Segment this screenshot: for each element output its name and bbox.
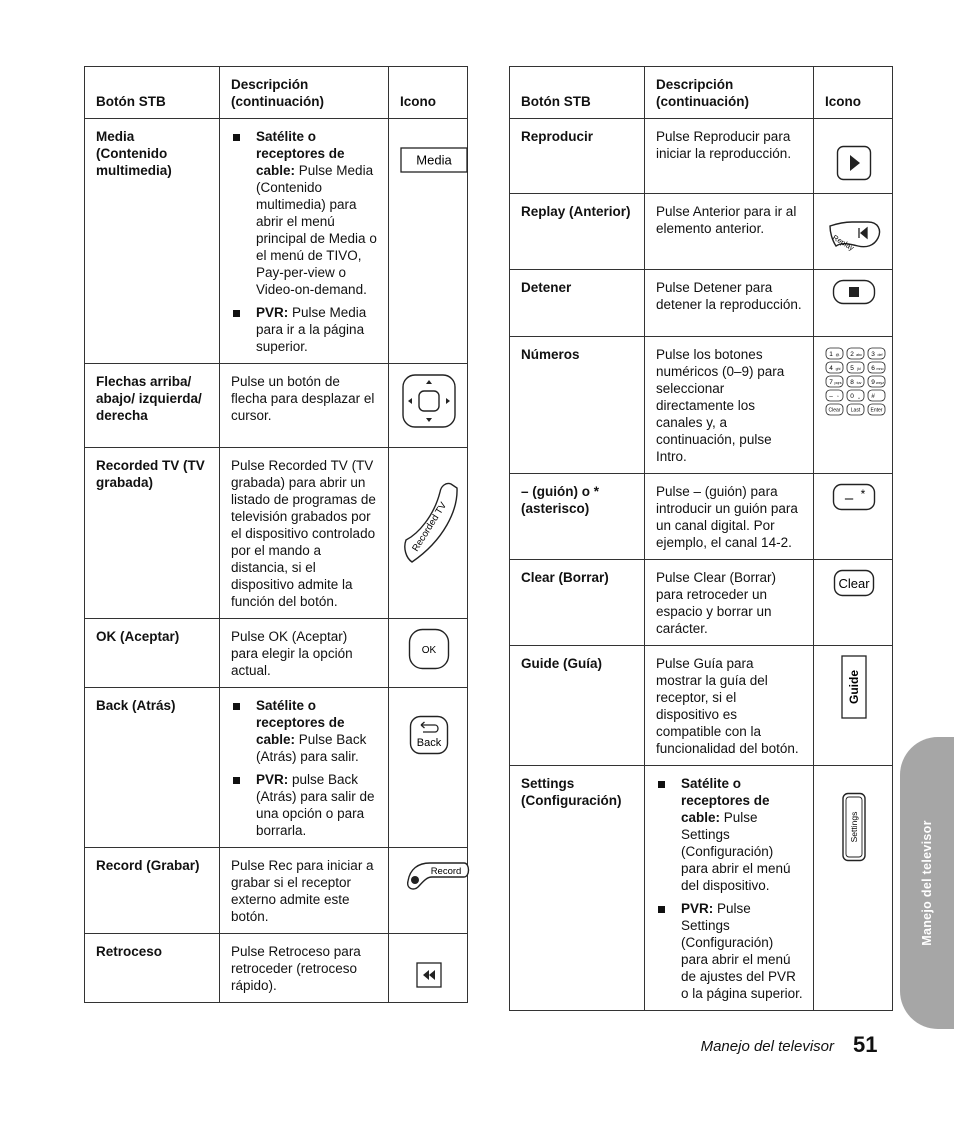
button-description: Pulse Recorded TV (TV grabada) para abrir un listado de programas de televisión grabados por el dispositivo controlado por el mando a distancia, si el dispositivo admite la función del botón. <box>220 448 389 619</box>
table-row <box>85 619 468 688</box>
header-description: Descripción (continuación) <box>645 67 814 119</box>
footer-chapter-title: Manejo del televisor <box>700 1038 834 1055</box>
svg-text:2: 2 <box>850 351 854 358</box>
svg-text:wxyz: wxyz <box>876 381 884 385</box>
keypad-key <box>847 348 864 359</box>
button-name: Reproducir <box>510 119 645 194</box>
button-name: Back (Atrás) <box>85 688 220 848</box>
page-number: 51 <box>853 1032 878 1057</box>
svg-text:4: 4 <box>829 365 833 372</box>
keypad-key <box>847 404 864 415</box>
svg-text:Replay: Replay <box>830 232 856 253</box>
button-description: Pulse Reproducir para iniciar la reproducción. <box>645 119 814 194</box>
button-name: Clear (Borrar) <box>510 560 645 646</box>
svg-text:Recorded TV: Recorded TV <box>410 500 450 554</box>
table-row <box>510 194 893 270</box>
table-row <box>510 646 893 766</box>
svg-text:7: 7 <box>829 379 833 386</box>
keypad-key <box>826 404 843 415</box>
svg-text:0: 0 <box>850 393 854 400</box>
keypad-key <box>868 376 885 387</box>
keypad-key <box>868 362 885 373</box>
header-button: Botón STB <box>510 67 645 119</box>
button-description <box>220 119 389 364</box>
svg-text:5: 5 <box>850 365 854 372</box>
svg-text:8: 8 <box>850 379 854 386</box>
button-name: – (guión) o * (asterisco) <box>510 474 645 560</box>
table-header-row <box>85 67 468 119</box>
right-button-table <box>509 66 893 1011</box>
button-description: Pulse Retroceso para retroceder (retroceso rápido). <box>220 934 389 1003</box>
svg-text:Last: Last <box>850 407 861 414</box>
keypad-key <box>847 390 864 401</box>
table-row <box>85 119 468 364</box>
table-row <box>85 448 468 619</box>
bullet-item: Satélite o receptores de cable: Pulse Media (Contenido multimedia) para abrir el menú principal de Media o el menú de TIVO, Pay-per-view o Video-on-demand. <box>231 128 378 298</box>
header-description: Descripción (continuación) <box>220 67 389 119</box>
clear-button-icon <box>814 560 893 646</box>
svg-text:9: 9 <box>871 379 875 386</box>
svg-text:1: 1 <box>829 351 833 358</box>
bullet-item: PVR: pulse Back (Atrás) para salir de una opción o para borrarla. <box>231 771 378 839</box>
button-name: Record (Grabar) <box>85 848 220 934</box>
svg-text:Clear: Clear <box>837 576 870 591</box>
replay-icon <box>814 194 893 270</box>
table-header-row <box>510 67 893 119</box>
button-name: Media (Contenido multimedia) <box>85 119 220 364</box>
svg-text:Clear: Clear <box>828 407 841 414</box>
keypad-key <box>826 390 843 401</box>
arrow-keys-icon <box>389 364 468 448</box>
bullet-item: PVR: Pulse Media para ir a la página superior. <box>231 304 378 355</box>
button-description: Pulse los botones numéricos (0–9) para seleccionar directamente los canales y, a continuación, pulse Intro. <box>645 337 814 474</box>
svg-text:3: 3 <box>871 351 875 358</box>
table-row <box>85 364 468 448</box>
svg-text:OK: OK <box>421 645 436 656</box>
svg-text:jkl: jkl <box>857 367 861 371</box>
settings-button-icon <box>814 766 893 1011</box>
button-name: Recorded TV (TV grabada) <box>85 448 220 619</box>
bullet-item: Satélite o receptores de cable: Pulse Settings (Configuración) para abrir el menú del dispositivo. <box>656 775 803 894</box>
button-name: Retroceso <box>85 934 220 1003</box>
table-row <box>85 688 468 848</box>
svg-text:Media: Media <box>416 152 452 168</box>
button-name: Replay (Anterior) <box>510 194 645 270</box>
svg-text:pqrs: pqrs <box>834 381 842 385</box>
svg-text:Enter: Enter <box>870 407 883 414</box>
dash-asterisk-icon <box>814 474 893 560</box>
button-name: Flechas arriba/ abajo/ izquierda/ derecha <box>85 364 220 448</box>
svg-text:def: def <box>877 353 883 357</box>
keypad-key <box>826 348 843 359</box>
guide-button-icon <box>814 646 893 766</box>
bullet-item: PVR: Pulse Settings (Configuración) para abrir el menú de ajustes del PVR o la página superior. <box>656 900 803 1002</box>
keypad-key <box>847 362 864 373</box>
record-button-icon <box>389 848 468 934</box>
chapter-side-tab-label: Manejo del televisor <box>920 820 934 946</box>
table-row <box>510 270 893 337</box>
button-description: Pulse Anterior para ir al elemento anterior. <box>645 194 814 270</box>
button-description: Pulse – (guión) para introducir un guión para un canal digital. Por ejemplo, el canal 14-2. <box>645 474 814 560</box>
table-row <box>510 560 893 646</box>
svg-text:␣: ␣ <box>857 395 861 399</box>
media-button-icon <box>389 119 468 364</box>
button-name: Guide (Guía) <box>510 646 645 766</box>
header-icon: Icono <box>814 67 893 119</box>
svg-text:tuv: tuv <box>856 381 862 385</box>
back-button-icon <box>389 688 468 848</box>
keypad-key <box>868 404 885 415</box>
button-description <box>220 688 389 848</box>
button-description: Pulse un botón de flecha para desplazar el cursor. <box>220 364 389 448</box>
ok-button-icon <box>389 619 468 688</box>
bullet-item: Satélite o receptores de cable: Pulse Back (Atrás) para salir. <box>231 697 378 765</box>
svg-text:mno: mno <box>876 367 884 371</box>
table-row <box>510 766 893 1011</box>
button-description: Pulse Rec para iniciar a grabar si el receptor externo admite este botón. <box>220 848 389 934</box>
svg-text:Settings: Settings <box>848 811 859 843</box>
svg-text:abc: abc <box>856 353 862 357</box>
button-name: OK (Aceptar) <box>85 619 220 688</box>
keypad-key <box>826 376 843 387</box>
table-row <box>510 474 893 560</box>
svg-text:Guide: Guide <box>846 669 861 705</box>
keypad-key <box>868 348 885 359</box>
table-row <box>85 934 468 1003</box>
svg-text:ghi: ghi <box>835 367 841 371</box>
svg-text:Record: Record <box>430 866 462 877</box>
keypad-key <box>847 376 864 387</box>
svg-text:6: 6 <box>871 365 875 372</box>
svg-text:Back: Back <box>416 737 441 749</box>
button-name: Settings (Configuración) <box>510 766 645 1011</box>
svg-text:–: – <box>829 393 833 400</box>
button-description: Pulse Guía para mostrar la guía del receptor, si el dispositivo es compatible con la funcionalidad del botón. <box>645 646 814 766</box>
stop-icon <box>814 270 893 337</box>
left-button-table <box>84 66 468 1003</box>
play-icon <box>814 119 893 194</box>
table-row <box>510 337 893 474</box>
rewind-icon <box>389 934 468 1003</box>
button-description: Pulse OK (Aceptar) para elegir la opción actual. <box>220 619 389 688</box>
svg-text:@.: @. <box>835 353 841 357</box>
button-description: Pulse Detener para detener la reproducción. <box>645 270 814 337</box>
recorded-tv-icon <box>389 448 468 619</box>
keypad-key <box>826 362 843 373</box>
svg-text:*: * <box>837 395 839 399</box>
button-description <box>645 766 814 1011</box>
number-keypad-icon <box>814 337 893 474</box>
button-name: Números <box>510 337 645 474</box>
button-description: Pulse Clear (Borrar) para retroceder un espacio y borrar un carácter. <box>645 560 814 646</box>
table-row <box>510 119 893 194</box>
header-button: Botón STB <box>85 67 220 119</box>
button-name: Detener <box>510 270 645 337</box>
keypad-key <box>868 390 885 401</box>
svg-text:–: – <box>844 490 853 507</box>
svg-text:#: # <box>871 393 875 400</box>
header-icon: Icono <box>389 67 468 119</box>
svg-text:*: * <box>860 487 865 501</box>
table-row <box>85 848 468 934</box>
